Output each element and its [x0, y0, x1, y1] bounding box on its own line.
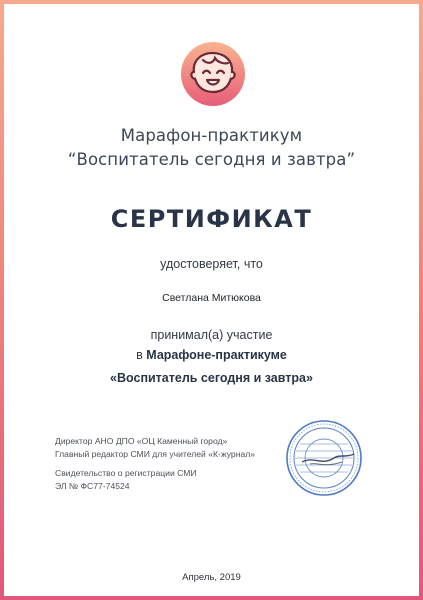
program-title-line2: “Воспитатель сегодня и завтра” — [67, 150, 356, 169]
registration-title: Свидетельство о регистрации СМИ — [55, 468, 197, 478]
organization-seal-icon — [284, 418, 364, 498]
event-type-line — [0, 348, 423, 362]
certificate-heading: СЕРТИФИКАТ — [110, 205, 313, 233]
issue-date: Апрель, 2019 — [182, 572, 241, 583]
program-title-line1: Марафон-практикум — [120, 126, 303, 145]
participation-text: принимал(а) участие — [150, 328, 273, 342]
event-prefix: в — [136, 348, 143, 362]
event-type: Марафоне-практикуме — [146, 348, 287, 362]
registration-number: ЭЛ № ФС77-74524 — [55, 481, 130, 491]
child-face-icon — [181, 42, 245, 106]
signer-title-1: Директор АНО ДПО «ОЦ Каменный город» — [55, 436, 228, 446]
recipient-name: Светлана Митюкова — [162, 292, 261, 304]
signer-title-2: Главный редактор СМИ для учителей «К-журнал» — [55, 449, 256, 459]
event-name: «Воспитатель сегодня и завтра» — [110, 371, 313, 385]
certifies-text: удостоверяет, что — [160, 257, 263, 271]
